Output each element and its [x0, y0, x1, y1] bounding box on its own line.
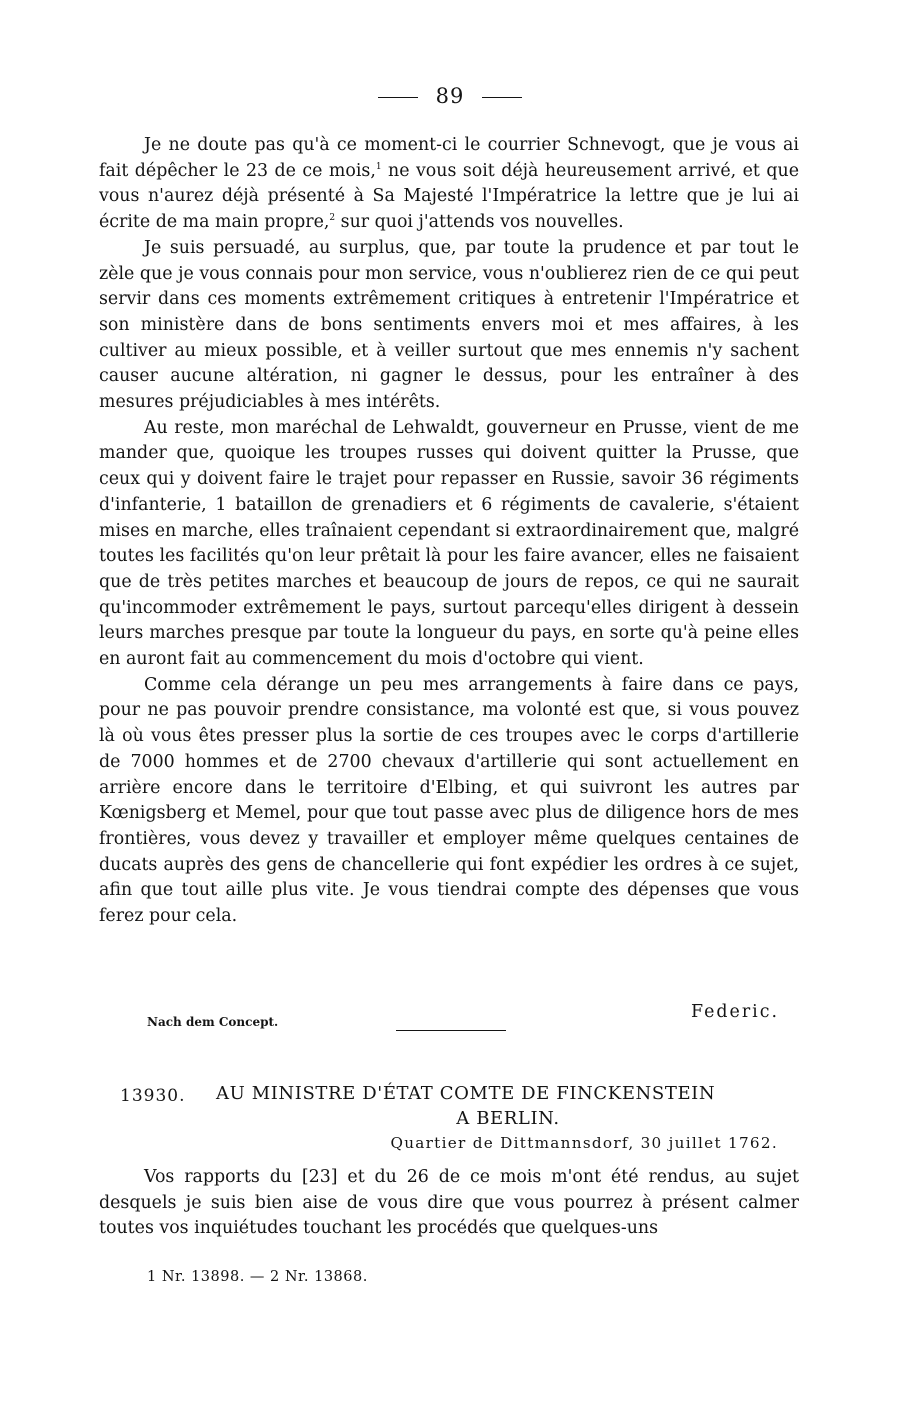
- paragraph-2: Je suis persuadé, au surplus, que, par toute la prudence et par tout le zèle que je vous connais pour mon service, vous n'oublierez rien de ce qui peut servir dans ces moments extrêmement critiques à entretenir l'Impératrice et son ministère dans de bons sentiments envers moi et mes affaires, à les cultiver au mieux possible, et à veiller surtout que mes ennemis n'y sachent causer aucune altération, ni gagner le dessus, pour les entraîner à des mesures préjudiciables à mes intérêts.: [99, 237, 799, 413]
- paragraph-5: Vos rapports du [23] et du 26 de ce mois m'ont été rendus, au sujet desquels je suis bien aise de vous dire que vous pourrez à présent calmer toutes vos inquiétudes touchant les procédés que quelques-uns: [99, 1167, 799, 1239]
- paragraph-1-text-c: sur quoi j'attends vos nouvelles.: [335, 212, 624, 233]
- paragraph-1-text-b: ne vous soit déjà heureusement arrivé, et que vous n'aurez déjà présenté à Sa Majesté l'Impératrice la lettre que je lui ai écrite de ma main propre,: [99, 160, 799, 233]
- letter-number: 13930.: [120, 1086, 186, 1106]
- heading-line-2: A BERLIN.: [456, 1108, 560, 1129]
- footnotes: 1 Nr. 13898. — 2 Nr. 13868.: [147, 1269, 368, 1285]
- letter-body-2: [99, 1165, 799, 1242]
- source-note: Nach dem Concept.: [147, 1015, 279, 1029]
- page-number-rule-left: [378, 97, 418, 98]
- paragraph-1: [99, 133, 799, 236]
- heading-line-1: AU MINISTRE D'ÉTAT COMTE DE FINCKENSTEIN: [216, 1083, 716, 1104]
- page-number-line: [0, 84, 900, 108]
- page-number-rule-right: [482, 97, 522, 98]
- paragraph-4: Comme cela dérange un peu mes arrangements à faire dans ce pays, pour ne pas pouvoir prendre consistance, ma volonté est que, si vous pouvez là où vous êtes presser plus la sortie de ces troupes avec le corps d'artillerie de 7000 hommes et de 2700 chevaux d'artillerie qui sont actuellement en arrière encore dans le territoire d'Elbing, et qui suivront les autres par Kœnigsberg et Memel, pour que tout passe avec plus de diligence hors de mes frontières, vous devez y travailler et employer même quelques centaines de ducats auprès des gens de chancellerie qui font expédier les ordres à ce sujet, afin que tout aille plus vite. Je vous tiendrai compte des dépenses que vous ferez pour cela.: [99, 674, 799, 927]
- section-divider: [396, 1030, 506, 1031]
- signature-row: [99, 1002, 799, 1042]
- signature: Federic.: [691, 1002, 779, 1022]
- footnote-ref-2: 2: [329, 213, 336, 224]
- letter-body: [99, 133, 799, 930]
- dateline: Quartier de Dittmannsdorf, 30 juillet 1762.: [390, 1134, 778, 1152]
- page-number: 89: [435, 84, 465, 108]
- paragraph-3: Au reste, mon maréchal de Lehwaldt, gouverneur en Prusse, vient de me mander que, quoique les troupes russes qui doivent quitter la Prusse, que ceux qui y doivent faire le trajet pour repasser en Russie, savoir 36 régiments d'infanterie, 1 bataillon de grenadiers et 6 régiments de cavalerie, s'étaient mises en marche, elles traînaient cependant si extraordinairement que, malgré toutes les facilités qu'on leur prêtait là pour les faire avancer, elles ne faisaient que de très petites marches et beaucoup de jours de repos, ce qui ne saurait qu'incommoder extrêmement le pays, surtout parcequ'elles dirigent à dessein leurs marches presque par toute la longueur du pays, en sorte qu'à peine elles en auront fait au commencement du mois d'octobre qui vient.: [99, 417, 799, 670]
- letter-heading: [120, 1081, 800, 1131]
- footnote-ref-1: 1: [375, 161, 382, 172]
- paragraph-1-text-a: Je ne doute pas qu'à ce moment-ci le courrier Schnevogt, que je vous ai fait dépêcher le 23 de ce mois,: [99, 135, 799, 181]
